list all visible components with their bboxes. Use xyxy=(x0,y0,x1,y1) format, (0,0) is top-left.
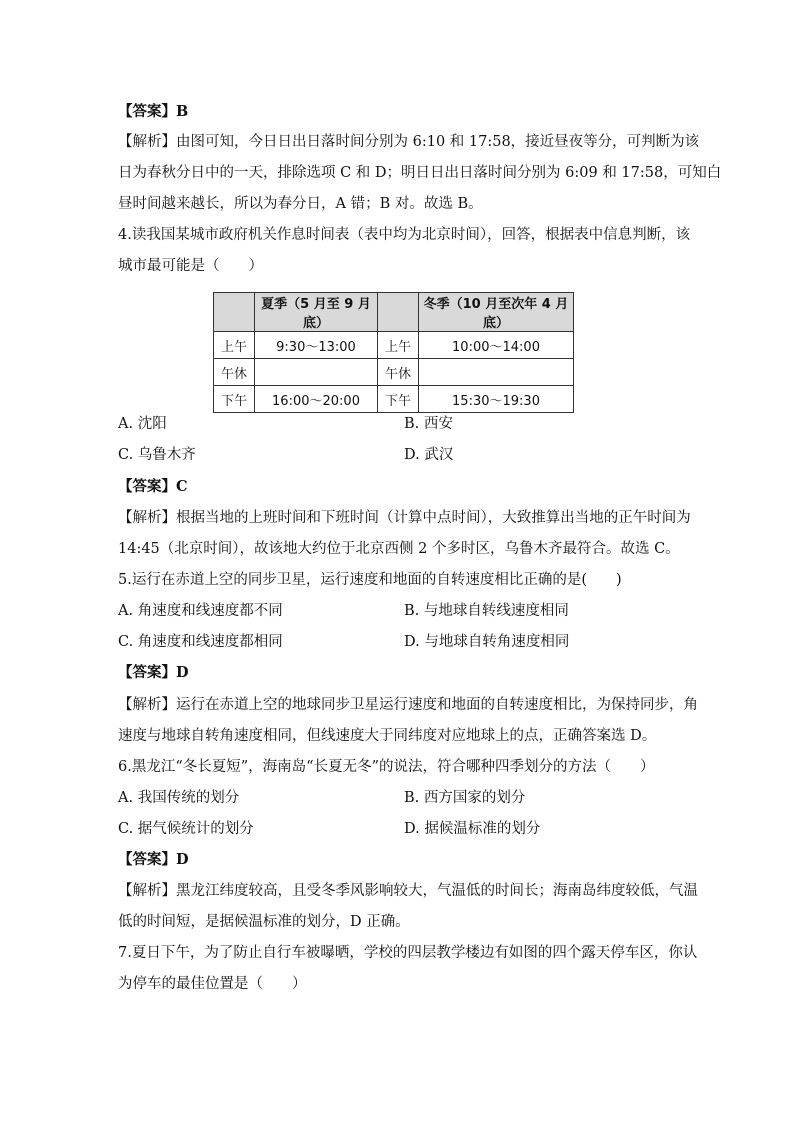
summer-time: 16:00～20:00 xyxy=(255,386,378,413)
explanation-q6-line1: 【解析】黑龙江纬度较高，且受冬季风影响较大，气温低的时间长；海南岛纬度较低，气温 xyxy=(118,883,698,899)
table-row xyxy=(214,359,574,386)
explanation-q5-line2: 速度与地球自转角速度相同，但线速度大于同纬度对应地球上的点，正确答案选 D。 xyxy=(118,728,657,744)
q6-option-c: C. 据气候统计的划分 xyxy=(118,821,254,837)
question-4-line1: 4.读我国某城市政府机关作息时间表（表中均为北京时间），回答，根据表中信息判断，该 xyxy=(118,227,691,243)
question-7-line1: 7.夏日下午，为了防止自行车被曝晒，学校的四层教学楼边有如图的四个露天停车区，你认 xyxy=(118,945,698,961)
question-4-line2: 城市最可能是（ ） xyxy=(118,258,263,274)
winter-time: 10:00～14:00 xyxy=(419,332,574,359)
table-corner-cell xyxy=(214,293,255,332)
row-label: 午休 xyxy=(378,359,419,386)
q4-option-a: A. 沈阳 xyxy=(118,416,167,432)
row-label: 下午 xyxy=(214,386,255,413)
winter-time xyxy=(419,359,574,386)
summer-header: 夏季（5 月至 9 月底） xyxy=(255,293,378,332)
row-label: 上午 xyxy=(214,332,255,359)
question-6: 6.黑龙江“冬长夏短”，海南岛“长夏无冬”的说法，符合哪种四季划分的方法（ ） xyxy=(118,759,655,775)
q4-option-d: D. 武汉 xyxy=(404,447,454,463)
answer-q5: 【答案】D xyxy=(118,664,189,681)
question-7-line2: 为停车的最佳位置是（ ） xyxy=(118,976,307,992)
explanation-q3-line1: 【解析】由图可知，今日日出日落时间分别为 6:10 和 17:58，接近昼夜等分，可判断为该 xyxy=(118,134,700,150)
explanation-q3-line3: 昼时间越来越长，所以为春分日，A 错；B 对。故选 B。 xyxy=(118,196,483,212)
explanation-q5-line1: 【解析】运行在赤道上空的地球同步卫星运行速度和地面的自转速度相比，为保持同步，角 xyxy=(118,697,698,713)
q6-option-d: D. 据候温标准的划分 xyxy=(404,821,541,837)
q6-option-a: A. 我国传统的划分 xyxy=(118,790,240,806)
explanation-q4-line1: 【解析】根据当地的上班时间和下班时间（计算中点时间），大致推算出当地的正午时间为 xyxy=(118,510,691,526)
question-5: 5.运行在赤道上空的同步卫星，运行速度和地面的自转速度相比正确的是( ) xyxy=(118,572,622,588)
q5-option-b: B. 与地球自转线速度相同 xyxy=(404,603,569,619)
winter-time: 15:30～19:30 xyxy=(419,386,574,413)
q5-option-a: A. 角速度和线速度都不同 xyxy=(118,603,283,619)
q6-option-b: B. 西方国家的划分 xyxy=(404,790,526,806)
row-label: 下午 xyxy=(378,386,419,413)
table-row xyxy=(214,386,574,413)
summer-time xyxy=(255,359,378,386)
q5-option-d: D. 与地球自转角速度相同 xyxy=(404,634,570,650)
explanation-q4-line2: 14:45（北京时间），故该地大约位于北京西侧 2 个多时区，乌鲁木齐最符合。故选 C。 xyxy=(118,541,680,557)
row-label: 上午 xyxy=(378,332,419,359)
work-schedule-table xyxy=(213,292,574,413)
q4-option-b: B. 西安 xyxy=(404,416,453,432)
q5-option-c: C. 角速度和线速度都相同 xyxy=(118,634,283,650)
table-corner-cell xyxy=(378,293,419,332)
winter-header: 冬季（10 月至次年 4 月底） xyxy=(419,293,574,332)
table-row xyxy=(214,332,574,359)
answer-q3: 【答案】B xyxy=(118,103,189,120)
answer-q4: 【答案】C xyxy=(118,478,188,495)
explanation-q6-line2: 低的时间短，是据候温标准的划分，D 正确。 xyxy=(118,914,410,930)
answer-q6: 【答案】D xyxy=(118,851,189,868)
explanation-q3-line2: 日为春秋分日中的一天，排除选项 C 和 D；明日日出日落时间分别为 6:09 和 17:58，可知白 xyxy=(118,165,722,181)
table-header-row xyxy=(214,293,574,332)
row-label: 午休 xyxy=(214,359,255,386)
q4-option-c: C. 乌鲁木齐 xyxy=(118,447,196,463)
summer-time: 9:30～13:00 xyxy=(255,332,378,359)
